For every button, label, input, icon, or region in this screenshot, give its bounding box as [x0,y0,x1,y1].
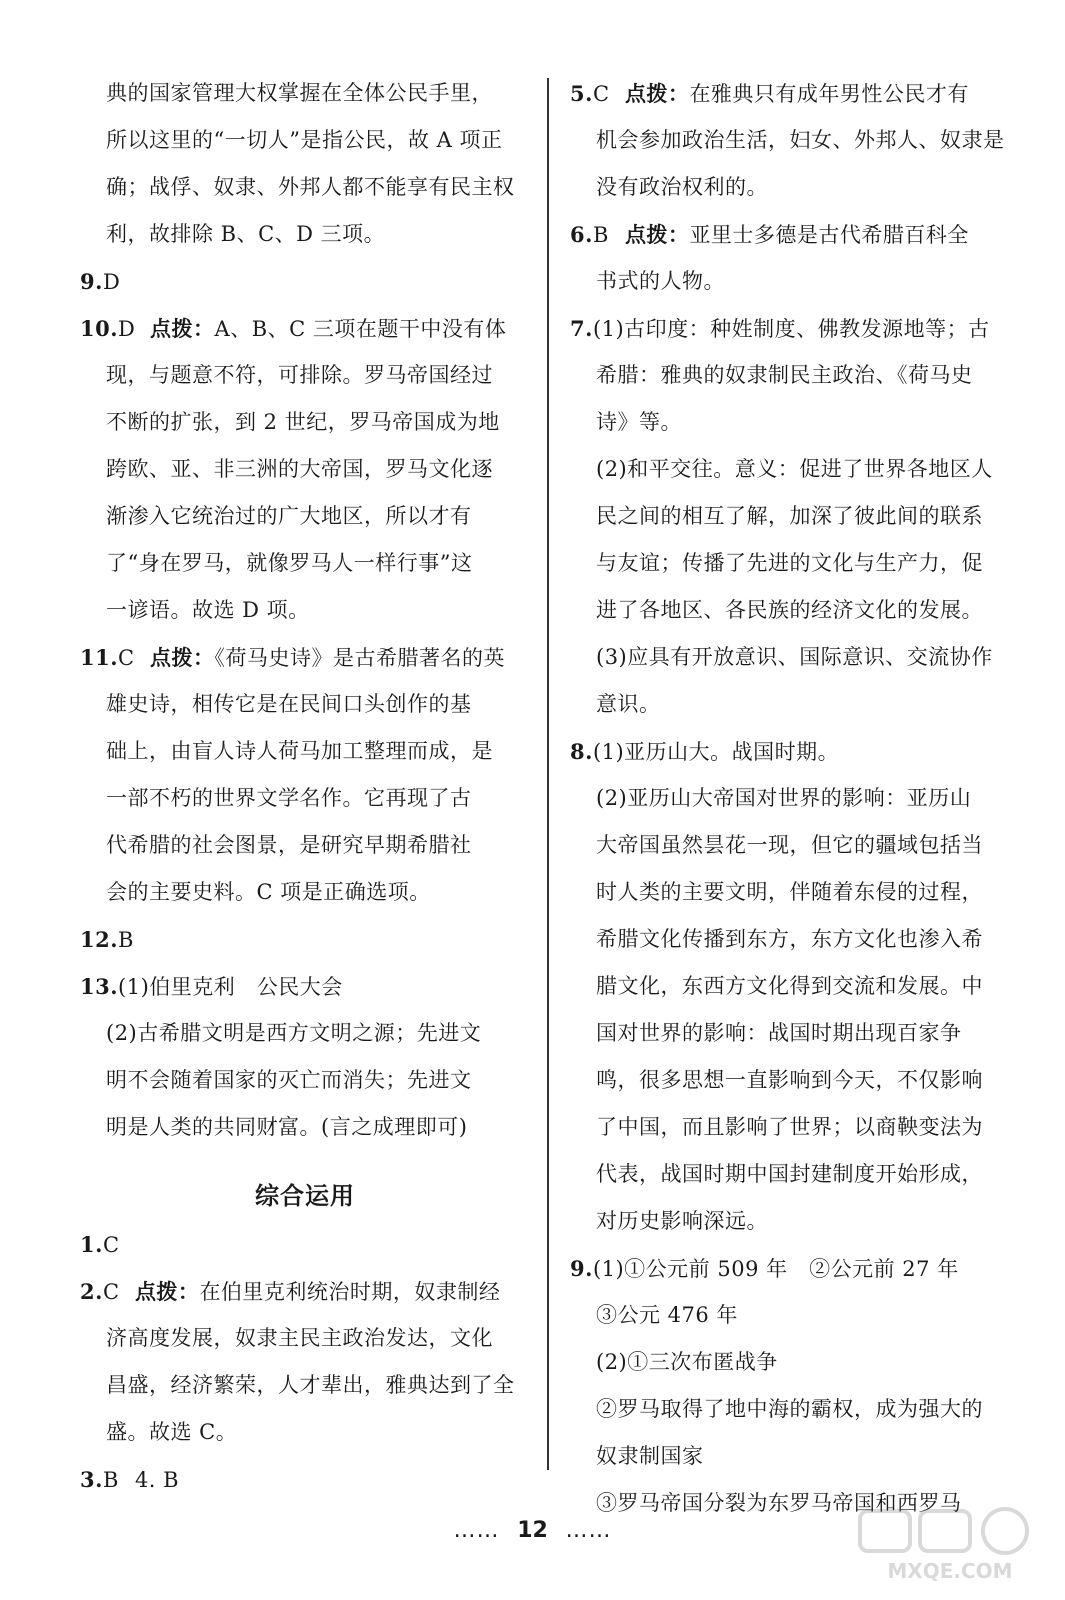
question-first-line [570,728,1020,775]
text-line: 所以这里的“一切人”是指公民，故 A 项正 [106,128,503,152]
question-first-line [80,1221,530,1268]
text-line: 了“身在罗马，就像罗马人一样行事”这 [106,551,473,575]
question-first-line [80,963,530,1010]
text-line: 与友谊；传播了先进的文化与生产力，促 [596,551,983,575]
question-first-line [80,258,530,305]
text-line: 希腊文化传播到东方，东方文化也渗入希 [596,927,983,951]
question-text: 《荷马史诗》是古希腊著名的英 [214,646,506,670]
footer-dots-left: …… [453,1518,500,1543]
question-number: 6. [570,222,593,247]
question-item [80,1456,530,1503]
text-line: 昌盛，经济繁荣，人才辈出，雅典达到了全 [106,1373,515,1397]
question-item [80,70,530,258]
answer-letter: D [118,317,136,341]
answer-letter: B [118,928,134,952]
text-line: 时人类的主要文明，伴随着东侵的过程， [596,880,983,904]
question-text: (1)亚历山大。战国时期。 [592,740,840,764]
text-line: 确；战俘、奴隶、外邦人都不能享有民主权 [106,175,515,199]
question-item [80,1221,530,1268]
text-line: 利，故排除 B、C、D 三项。 [106,222,386,246]
question-number: 1. [80,1232,103,1257]
footer-dots-right: …… [565,1518,612,1543]
hint-label: 点拨： [134,1279,200,1304]
text-line: 础上，由盲人诗人荷马加工整理而成，是 [106,739,493,763]
question-item [80,1268,530,1456]
text-line: 渐渗入它统治过的广大地区，所以才有 [106,504,472,528]
text-line: (2)和平交往。意义：促进了世界各地区人 [596,457,993,481]
left-column [80,70,530,1503]
text-line: 大帝国虽然昙花一现，但它的疆域包括当 [596,833,983,857]
text-line: 腊文化，东西方文化得到交流和发展。中 [596,974,983,998]
text-line: 对历史影响深远。 [596,1209,768,1233]
column-divider [547,78,549,1470]
hint-label: 点拨： [624,222,690,247]
text-line: 没有政治权利的。 [596,175,768,199]
question-text: (1)古印度：种姓制度、佛教发源地等；古 [592,317,990,341]
question-item [80,916,530,963]
answer-letter: C [102,1233,120,1257]
text-line: (3)应具有开放意识、国际意识、交流协作 [596,645,993,669]
question-text: A、B、C 三项在题干中没有体 [214,317,507,341]
text-line: 书式的人物。 [596,269,725,293]
hint-label: 点拨： [624,81,690,106]
text-line: 雄史诗，相传它是在民间口头创作的基 [106,692,472,716]
text-line: ③罗马帝国分裂为东罗马帝国和西罗马 [596,1491,962,1515]
question-item [80,305,530,634]
text-line: 机会参加政治生活，妇女、外邦人、奴隶是 [596,128,1005,152]
text-line: 不断的扩张，到 2 世纪，罗马帝国成为地 [106,410,500,434]
question-first-line [80,634,530,681]
text-line: 进了各地区、各民族的经济文化的发展。 [596,598,983,622]
right-column [570,70,1020,1527]
question-first-line [80,1456,530,1503]
question-number: 9. [80,269,103,294]
question-text: 在雅典只有成年男性公民才有 [689,82,969,106]
text-line: 鸣，很多思想一直影响到今天，不仅影响 [596,1068,983,1092]
question-number: 13. [80,974,119,999]
question-item [80,634,530,916]
text-line: 一部不朽的世界文学名作。它再现了古 [106,786,472,810]
question-number: 12. [80,927,119,952]
hint-label: 点拨： [150,645,215,670]
question-number: 8. [570,739,593,764]
text-line: (2)①三次布匿战争 [596,1350,778,1374]
question-item [570,305,1020,728]
question-item [570,70,1020,211]
question-first-line [570,1245,1020,1292]
text-line: 典的国家管理大权掌握在全体公民手里， [106,81,493,105]
text-line: 跨欧、亚、非三洲的大帝国，罗马文化逐 [106,457,493,481]
text-line: 会的主要史料。C 项是正确选项。 [106,880,431,904]
text-line: 奴隶制国家 [596,1444,704,1468]
question-item [570,1245,1020,1527]
answer-letter: C [592,82,610,106]
hint-label: 点拨： [150,316,215,341]
text-line: 明是人类的共同财富。(言之成理即可) [106,1115,468,1139]
text-line: 希腊：雅典的奴隶制民主政治、《荷马史 [596,363,973,387]
question-item [570,728,1020,1245]
text-line: 民之间的相互了解，加深了彼此间的联系 [596,504,983,528]
text-line: 代希腊的社会图景，是研究早期希腊社 [106,833,472,857]
text-line: 现，与题意不符，可排除。罗马帝国经过 [106,363,493,387]
question-number: 5. [570,81,593,106]
watermark-text: MXQE.COM [887,1559,1013,1583]
page-number: 12 [517,1518,548,1543]
answer-letter: B [592,223,609,247]
text-line: (2)古希腊文明是西方文明之源；先进文 [106,1021,482,1045]
question-number: 11. [80,645,119,670]
answer-letter: C [118,646,135,670]
text-line: 一谚语。故选 D 项。 [106,598,310,622]
answer-letter: C [102,1280,120,1304]
answer-letter: D [102,270,121,294]
question-number: 9. [570,1256,593,1281]
question-first-line [570,305,1020,352]
text-line: 了中国，而且影响了世界；以商鞅变法为 [596,1115,983,1139]
question-item [80,258,530,305]
question-first-line [80,305,530,352]
question-first-line [570,211,1020,258]
question-text: (1)①公元前 509 年 ②公元前 27 年 [592,1257,959,1281]
answer-extra: 4. B [134,1468,180,1492]
text-line: (2)亚历山大帝国对世界的影响：亚历山 [596,786,972,810]
answer-letter: B [102,1468,119,1492]
question-item [80,963,530,1151]
question-number: 7. [570,316,593,341]
text-line: 国对世界的影响：战国时期出现百家争 [596,1021,962,1045]
question-text: 在伯里克利统治时期，奴隶制经 [199,1280,501,1304]
text-line: 济高度发展，奴隶主民主政治发达，文化 [106,1326,493,1350]
question-text: 亚里士多德是古代希腊百科全 [689,223,969,247]
question-item [570,211,1020,305]
question-number: 10. [80,316,119,341]
text-line: 明不会随着国家的灭亡而消失；先进文 [106,1068,472,1092]
question-first-line [80,916,530,963]
watermark-logo-icon [855,1506,1045,1586]
section-title: 综合运用 [255,1182,355,1210]
text-line: 诗》等。 [596,410,682,434]
text-line: 盛。故选 C。 [106,1420,238,1444]
text-line: ③公元 476 年 [596,1303,738,1327]
text-line: 代表，战国时期中国封建制度开始形成， [596,1162,983,1186]
text-line: ②罗马取得了地中海的霸权，成为强大的 [596,1397,983,1421]
question-number: 3. [80,1467,103,1492]
question-first-line [80,1268,530,1315]
question-first-line [570,70,1020,117]
text-line: 意识。 [596,692,661,716]
question-number: 2. [80,1279,103,1304]
question-text: (1)伯里克利 公民大会 [118,975,343,999]
